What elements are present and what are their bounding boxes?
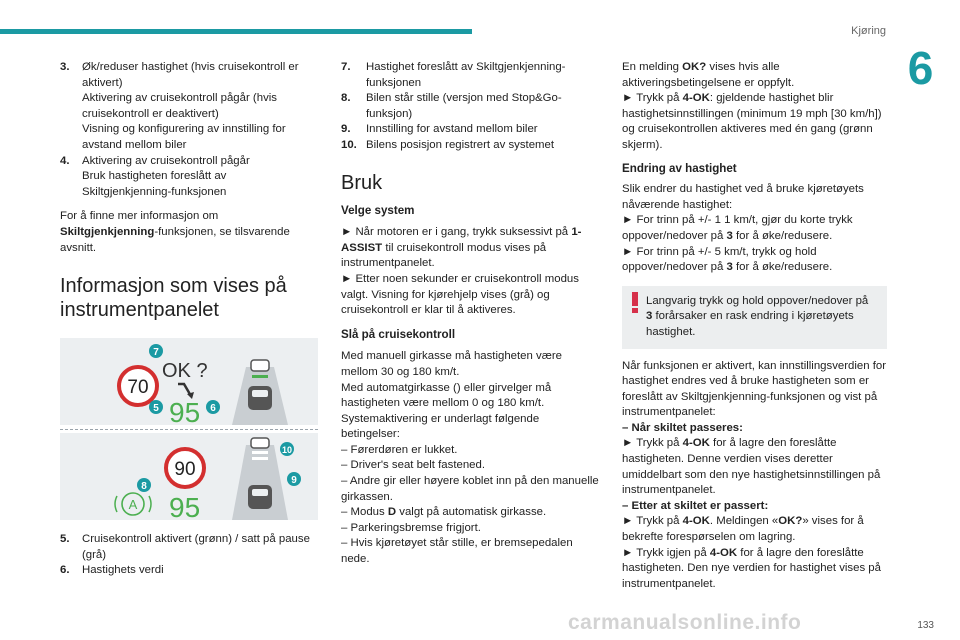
section-title: Kjøring — [851, 25, 886, 37]
paragraph: ► For trinn på +/- 5 km/t, trykk og hold oppover/nedover på 3 for å øke/redusere. — [622, 245, 833, 274]
item-text: Bruk hastigheten foreslått av Skiltgjenkjenning-funksjonen — [82, 170, 227, 198]
own-car-icon — [248, 386, 272, 410]
paragraph: ► Trykk igjen på 4-OK for å lagre den foreslåtte hastigheten. Den nye verdien for hastighet vises på instrumentpanelet. — [622, 546, 881, 590]
list-item-4 — [60, 154, 318, 201]
paragraph: – Førerdøren er lukket. — [341, 443, 458, 456]
paragraph: – Parkeringsbremse frigjort. — [341, 521, 481, 534]
column-3 — [622, 60, 887, 592]
header-accent-bar — [0, 29, 472, 34]
car-ahead-icon — [251, 360, 269, 371]
paragraph: Systemaktivering er underlagt følgende betingelser: — [341, 412, 540, 441]
item-number: 4. — [60, 154, 70, 167]
paragraph: ► Trykk på 4-OK for å lagre den foreslåtte hastigheten. Denne verdien vises deretter umiddelbart som den nye hastighetsinnstillingen på instrumentpanelet. — [622, 437, 881, 497]
list-item-3 — [60, 60, 318, 154]
panel-bottom — [60, 433, 318, 520]
item-text: Visning og konfigurering av innstilling for avstand mellom biler — [82, 123, 286, 151]
paragraph: Med manuell girkasse må hastigheten være mellom 30 og 180 km/t. — [341, 350, 562, 378]
speed-sign-value: 90 — [174, 459, 196, 481]
watermark: carmanualsonline.info — [568, 611, 802, 634]
subheading: Slå på cruisekontroll — [341, 327, 456, 341]
paragraph: En melding OK? vises hvis alle aktiveringsbetingelsene er oppfylt. — [622, 61, 795, 89]
paragraph: For å finne mer informasjon om Skiltgjenkjenning-funksjonen, se tilsvarende avsnitt. — [60, 210, 290, 254]
paragraph: Når funksjonen er aktivert, kan innstillingsverdien for hastighet endres ved å bruke hastigheten som er foreslått av Skiltgjenkjenning-funksjonen og vist på instrumentpanelet: — [622, 359, 887, 419]
list-item-7: 7. Hastighet foreslått av Skiltgjenkjenning-funksjonen — [341, 61, 566, 89]
column-1 — [60, 60, 318, 579]
paragraph: – Modus D valgt på automatisk girkasse. — [341, 506, 547, 519]
subheading: Velge system — [341, 203, 415, 217]
item-number: 3. — [60, 61, 70, 73]
svg-text:9: 9 — [291, 475, 297, 487]
set-speed: 95 — [169, 397, 201, 426]
item-text: Øk/reduser hastighet (hvis cruisekontroll er aktivert) — [82, 61, 299, 89]
svg-text:6: 6 — [210, 403, 216, 415]
svg-text:7: 7 — [153, 347, 159, 359]
page-number: 133 — [917, 620, 934, 631]
warning-text: Langvarig trykk og hold oppover/nedover på 3 forårsaker en rask endring i kjøretøyets hastighet. — [646, 294, 869, 338]
item-text: Aktivering av cruisekontroll pågår (hvis cruisekontroll er deaktivert) — [82, 92, 277, 120]
paragraph: – Andre gir eller høyere koblet inn på den manuelle girkassen. — [341, 475, 599, 503]
paragraph: – Når skiltet passeres: — [622, 421, 743, 434]
instrument-panel-figure — [60, 332, 318, 522]
svg-text:A: A — [128, 497, 138, 513]
item-text: Aktivering av cruisekontroll pågår — [82, 154, 250, 167]
paragraph: ► Trykk på 4-OK. Meldingen «OK?» vises for å bekrefte forespørselen om lagring. — [622, 515, 864, 544]
divider — [60, 429, 318, 430]
paragraph: – Driver's seat belt fastened. — [341, 459, 485, 472]
warning-box — [622, 286, 887, 349]
car-ahead-icon — [251, 438, 269, 448]
paragraph: Slik endrer du hastighet ved å bruke kjøretøyets nåværende hastighet: — [622, 183, 864, 211]
subheading: Endring av hastighet — [622, 161, 737, 175]
svg-text:8: 8 — [141, 481, 147, 493]
chapter-number: 6 — [907, 42, 934, 94]
panel-top — [60, 338, 318, 425]
section-heading: Bruk — [341, 171, 383, 194]
list-item-9: 9. Innstilling for avstand mellom biler — [341, 123, 538, 136]
list-item-8: 8. Bilen står stille (versjon med Stop&Go-funksjon) — [341, 92, 562, 120]
list-item-5: 5. Cruisekontroll aktivert (grønn) / satt på pause (grå) — [60, 533, 310, 561]
paragraph: ► Når motoren er i gang, trykk suksessivt på 1-ASSIST til cruisekontroll modus vises på instrumentpanelet. — [341, 226, 582, 270]
svg-text:5: 5 — [153, 403, 159, 415]
paragraph: – Etter at skiltet er passert: — [622, 499, 769, 512]
paragraph: ► For trinn på +/- 1 1 km/t, gjør du korte trykk oppover/nedover på 3 for å øke/redusere. — [622, 214, 853, 242]
set-speed: 95 — [169, 492, 201, 521]
column-2 — [341, 60, 599, 568]
section-heading: Informasjon som vises på instrumentpanelet — [60, 275, 287, 322]
list-item-6: 6. Hastighets verdi — [60, 564, 164, 577]
paragraph: – Hvis kjøretøyet står stille, er bremsepedalen nede. — [341, 537, 573, 566]
warning-icon — [631, 292, 639, 314]
paragraph: ► Trykk på 4-OK: gjeldende hastighet blir hastighetsinnstillingen (minimum 19 mph [30 km/h]) og cruisekontrollen aktiveres med én gang (grønn skjerm). — [622, 92, 882, 151]
own-car-icon — [248, 485, 272, 509]
speed-sign-value: 70 — [127, 377, 149, 399]
paragraph: ► Etter noen sekunder er cruisekontroll modus valgt. Visning for kjørehjelp vises (grå) og cruisekontroll er klar til å aktiveres. — [341, 272, 579, 317]
list-item-10: 10. Bilens posisjon registrert av systemet — [341, 138, 555, 151]
svg-text:10: 10 — [281, 445, 293, 456]
ok-prompt: OK ? — [162, 360, 208, 383]
paragraph: Med automatgirkasse () eller girvelger må hastigheten være mellom 0 og 180 km/t. — [341, 381, 552, 410]
